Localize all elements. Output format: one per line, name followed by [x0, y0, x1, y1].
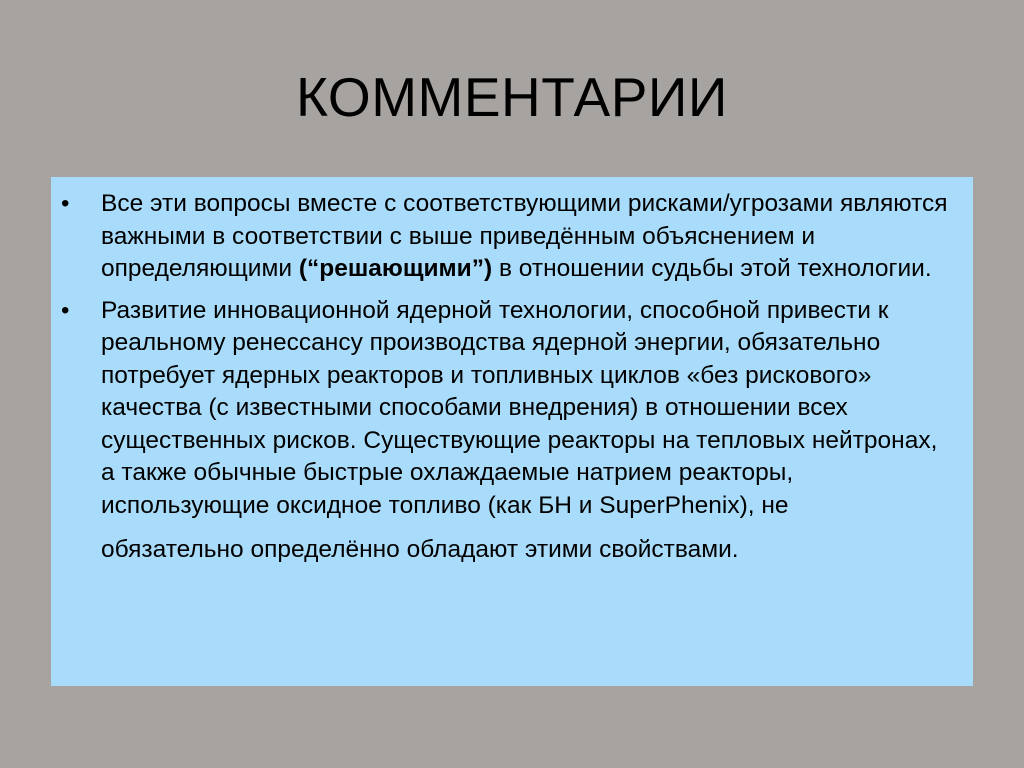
bullet-1-text-end: в отношении судьбы этой технологии.	[492, 255, 932, 282]
content-box	[51, 177, 973, 686]
bullet-item-2	[51, 295, 973, 567]
bullet-marker: •	[61, 190, 70, 217]
bullet-list	[51, 188, 973, 567]
bullet-item-1	[51, 188, 973, 286]
bullet-2-last-line: обязательно определённо обладают этими свойствами.	[101, 536, 739, 563]
bullet-marker: •	[61, 296, 70, 324]
bullet-2-text: Развитие инновационной ядерной технологии, способной привести к реальному ренессансу производства ядерной энергии, обязательно потребует ядерных реакторов и топливных циклов «без рискового» качества (с известными способами внедрения) в отношении всех существенных рисков. Существующие реакторы на тепловых нейтронах, а также обычные быстрые охлаждаемые натрием реакторы, использующие оксидное топливо (как БН и SuperPhenix), не	[101, 296, 938, 519]
bullet-1-bold-text: (“решающими”)	[298, 255, 493, 282]
slide-title: КОММЕНТАРИИ	[296, 66, 728, 128]
bullet-1-text-start: Все эти вопросы вместе с соответствующими рисками/угрозами являются важными в соответствии с выше приведённым объяснением и определяющими	[101, 190, 948, 282]
